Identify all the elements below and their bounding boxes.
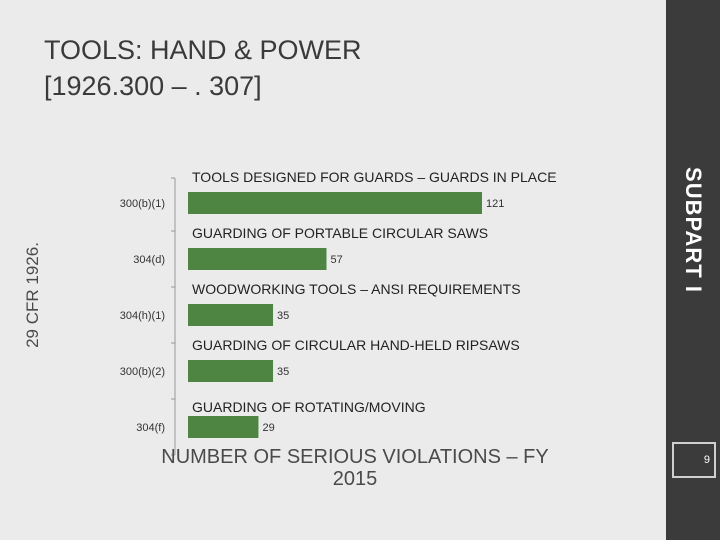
x-axis-title-line-1: NUMBER OF SERIOUS VIOLATIONS – FY	[161, 446, 549, 468]
title-line-2: [1926.300 – . 307]	[44, 71, 262, 101]
value-label: 57	[330, 254, 343, 266]
value-label: 29	[262, 422, 275, 434]
category-label: 304(h)(1)	[119, 310, 165, 322]
category-label: 304(d)	[133, 254, 165, 266]
x-axis-title-line-2: 2015	[332, 468, 378, 490]
bar-304(h)(1)	[188, 304, 273, 326]
category-label: 300(b)(1)	[119, 198, 165, 210]
subpart-label: SUBPART I	[681, 167, 706, 293]
bar-300(b)(1)	[188, 192, 482, 214]
bar-304(d)	[188, 248, 326, 270]
bar-300(b)(2)	[188, 360, 273, 382]
value-label: 35	[277, 366, 290, 378]
category-label: 304(f)	[136, 422, 165, 434]
value-label: 35	[277, 310, 290, 322]
bar-annotation: GUARDING OF PORTABLE CIRCULAR SAWS	[192, 225, 489, 241]
value-label: 121	[486, 198, 505, 210]
y-axis-label: 29 CFR 1926.	[23, 242, 42, 348]
bar-annotation: TOOLS DESIGNED FOR GUARDS – GUARDS IN PLACE	[192, 169, 557, 185]
x-axis-title	[161, 446, 548, 540]
page-number: 9	[672, 442, 716, 478]
bar-annotation: GUARDING OF CIRCULAR HAND-HELD RIPSAWS	[192, 337, 520, 353]
bar-annotation: WOODWORKING TOOLS – ANSI REQUIREMENTS	[192, 281, 521, 297]
title-line-1: TOOLS: HAND & POWER	[44, 35, 362, 65]
bar-304(f)	[188, 416, 258, 438]
category-label: 300(b)(2)	[119, 366, 165, 378]
bar-annotation: GUARDING OF ROTATING/MOVING	[192, 399, 426, 415]
